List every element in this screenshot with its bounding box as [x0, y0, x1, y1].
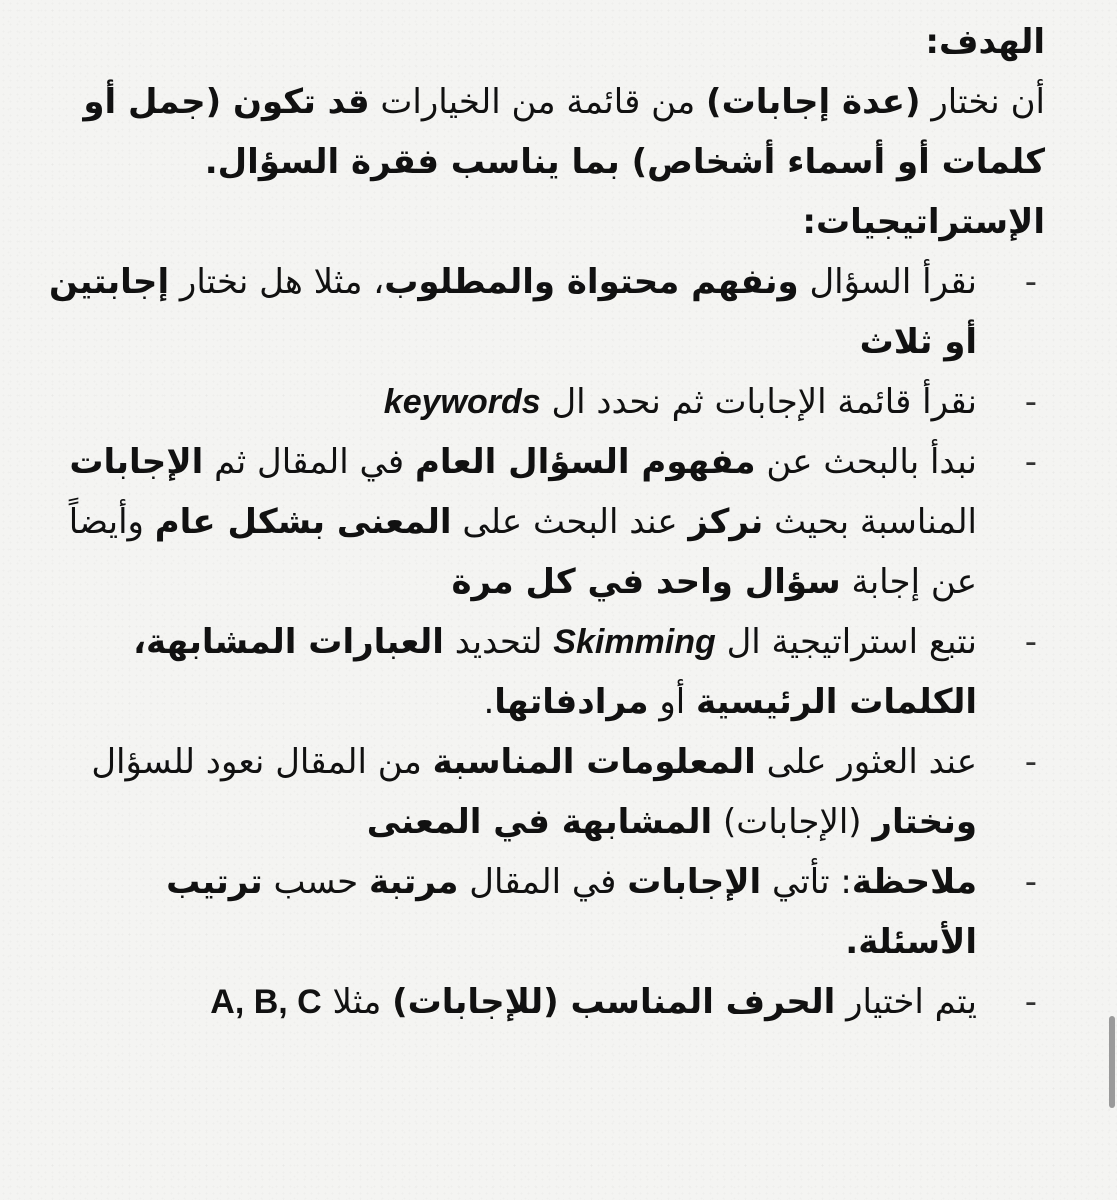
latin-letters: A, B, C [210, 983, 322, 1021]
strategy-item [40, 612, 1045, 732]
english-term: keywords [383, 383, 541, 421]
bold-text: مرادفاتها [494, 682, 649, 722]
bold-text: مفهوم السؤال العام [414, 442, 756, 482]
bullet-dash: - [1024, 622, 1037, 662]
text-run: ، مثلا هل نختار [169, 262, 385, 302]
text-run: المناسبة بحيث [763, 502, 977, 542]
bold-text: إجابتين أو ثلاث [49, 262, 977, 362]
strategy-item [40, 252, 1045, 372]
text-run: وأيضاً عن إجابة [68, 502, 977, 602]
bold-text: المشابهة في المعنى [366, 802, 713, 842]
text-run: نتبع استراتيجية ال [715, 622, 977, 662]
bold-text: ونختار [872, 802, 977, 842]
bullet-dash: - [1024, 862, 1037, 902]
text-run: : تأتي [761, 862, 852, 902]
text-run: أو [648, 682, 697, 722]
bold-text: ملاحظة [851, 862, 977, 902]
text-run: من قائمة من الخيارات [369, 82, 707, 122]
text-run: لتحديد [443, 622, 554, 662]
strategy-item [40, 732, 1045, 852]
strategy-item [40, 372, 1045, 432]
bold-text: قد تكون (جمل أو كلمات أو أسماء أشخاص) بما يناسب فقرة السؤال. [83, 82, 1045, 182]
text-run: في المقال [458, 862, 628, 902]
note-page [40, 12, 1045, 1200]
strategy-item [40, 972, 1045, 1032]
text-run: أن نختار [920, 82, 1045, 122]
text-run: نقرأ قائمة الإجابات ثم نحدد ال [540, 382, 977, 422]
strategies-heading: الإستراتيجيات: [802, 202, 1045, 242]
goal-heading: الهدف: [925, 22, 1045, 62]
scrollbar-thumb[interactable] [1109, 1016, 1115, 1108]
bold-text: (عدة إجابات) [706, 82, 921, 122]
bold-text: الإجابات [69, 442, 204, 482]
text-run: عند العثور على [755, 742, 977, 782]
bullet-dash: - [1024, 442, 1037, 482]
bold-text: نركز [688, 502, 764, 542]
bullet-dash: - [1024, 382, 1037, 422]
bullet-dash: - [1024, 742, 1037, 782]
bold-text: المعنى بشكل عام [154, 502, 452, 542]
bold-text: الحرف المناسب (للإجابات) [392, 982, 836, 1022]
text-run: من المقال نعود للسؤال [91, 742, 433, 782]
text-run: . [483, 682, 495, 722]
text-run: حسب [262, 862, 370, 902]
text-run: (الإجابات) [712, 802, 873, 842]
bold-text: سؤال واحد في كل مرة [451, 562, 841, 602]
strategy-item [40, 852, 1045, 972]
text-run: في المقال ثم [203, 442, 415, 482]
bold-text: المعلومات المناسبة [432, 742, 756, 782]
bullet-dash: - [1024, 262, 1037, 302]
bold-text: ونفهم محتواة والمطلوب [384, 262, 799, 302]
english-term: Skimming [553, 623, 716, 661]
bold-text: ترتيب الأسئلة. [166, 862, 977, 962]
bold-text: مرتبة [369, 862, 459, 902]
strategy-item [40, 432, 1045, 612]
text-run: مثلا [321, 982, 393, 1022]
goal-paragraph [40, 72, 1045, 192]
text-run: عند البحث على [451, 502, 689, 542]
bullet-dash: - [1024, 982, 1037, 1022]
text-run: نقرأ السؤال [798, 262, 977, 302]
text-run: يتم اختيار [835, 982, 977, 1022]
text-run: نبدأ بالبحث عن [755, 442, 977, 482]
strategies-list [40, 252, 1045, 1032]
bold-text: العبارات المشابهة، الكلمات الرئيسية [133, 622, 977, 722]
bold-text: الإجابات [627, 862, 762, 902]
